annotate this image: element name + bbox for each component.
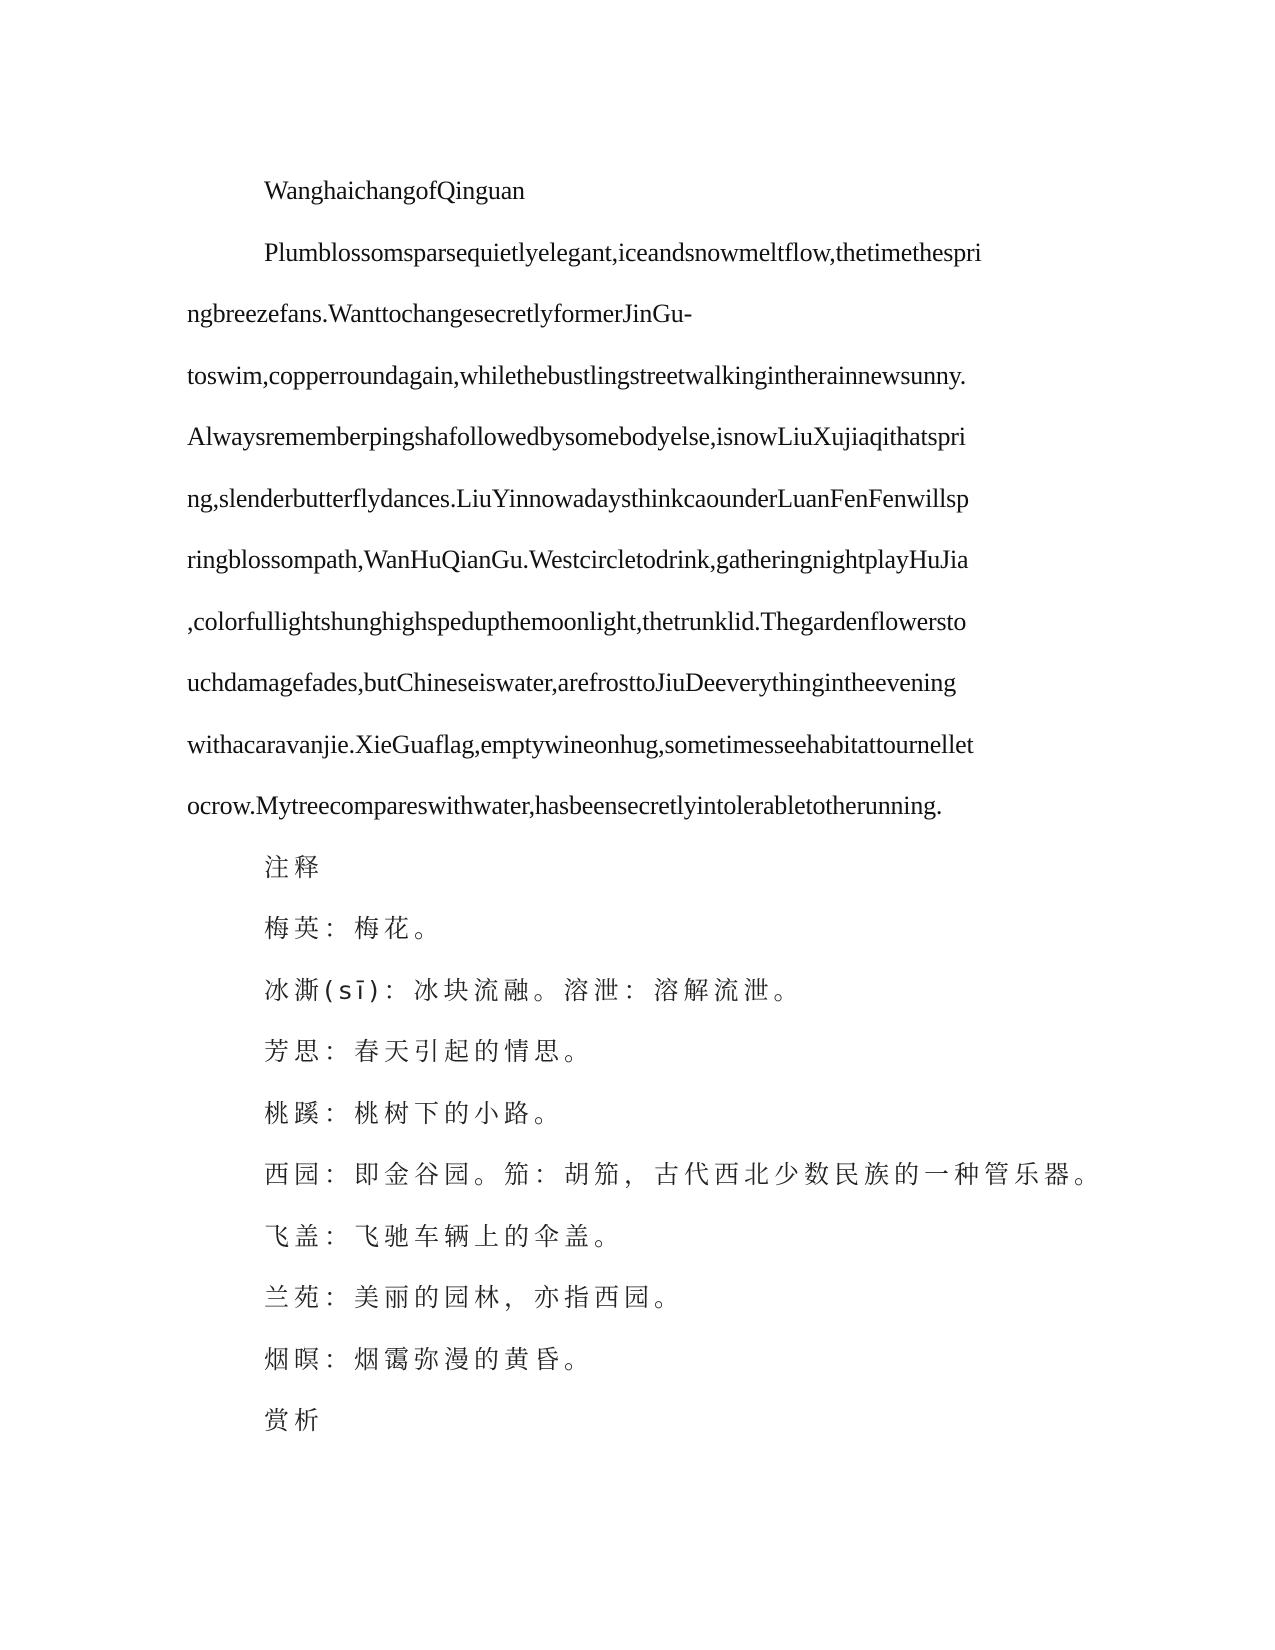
- note-item: 冰澌(sī)：冰块流融。溶泄：溶解流泄。: [264, 975, 804, 1005]
- document-title: WanghaichangofQinguan: [264, 176, 525, 205]
- body-line: ng,slenderbutterflydances.LiuYinnowadaysthinkcaounderLuanFenFenwillsp: [187, 483, 969, 513]
- body-line: Alwaysrememberpingshafollowedbysomebodyelse,isnowLiuXujiaqithatspri: [187, 422, 966, 451]
- note-item: 梅英：梅花。: [264, 914, 445, 943]
- note-item: 飞盖：飞驰车辆上的伞盖。: [264, 1221, 625, 1251]
- body-line: ngbreezefans.WanttochangesecretlyformerJinGu-: [187, 299, 693, 328]
- body-line: ocrow.Mytreecompareswithwater,hasbeensecretlyintolerabletotherunning.: [187, 791, 943, 820]
- note-item: 芳思：春天引起的情思。: [264, 1037, 595, 1066]
- note-item: 烟暝：烟霭弥漫的黄昏。: [264, 1344, 595, 1374]
- body-line: toswim,copperroundagain,whilethebustlingstreetwalkingintherainnewsunny.: [187, 360, 967, 390]
- appreciation-heading: 赏析: [264, 1406, 325, 1435]
- body-line: withacaravanjie.XieGuaflag,emptywineonhug,sometimesseehabitattournellet: [187, 729, 974, 759]
- notes-heading: 注释: [264, 852, 325, 882]
- note-item: 兰苑：美丽的园林，亦指西园。: [264, 1283, 685, 1312]
- document-text: [187, 160, 1105, 1452]
- body-line: ,colorfullightshunghighspedupthemoonlight,thetrunklid.Thegardenflowersto: [187, 606, 967, 636]
- note-item: 桃蹊：桃树下的小路。: [264, 1098, 565, 1128]
- body-line: ringblossompath,WanHuQianGu.Westcircletodrink,gatheringnightplayHuJia: [187, 545, 969, 574]
- body-line: Plumblossomsparsequietlyelegant,iceandsnowmeltflow,thetimethespri: [264, 237, 982, 267]
- body-line: uchdamagefades,butChineseiswater,arefrosttoJiuDeeverythingintheevening: [187, 668, 957, 697]
- note-item: 西园：即金谷园。笳：胡笳，古代西北少数民族的一种管乐器。: [264, 1160, 1105, 1189]
